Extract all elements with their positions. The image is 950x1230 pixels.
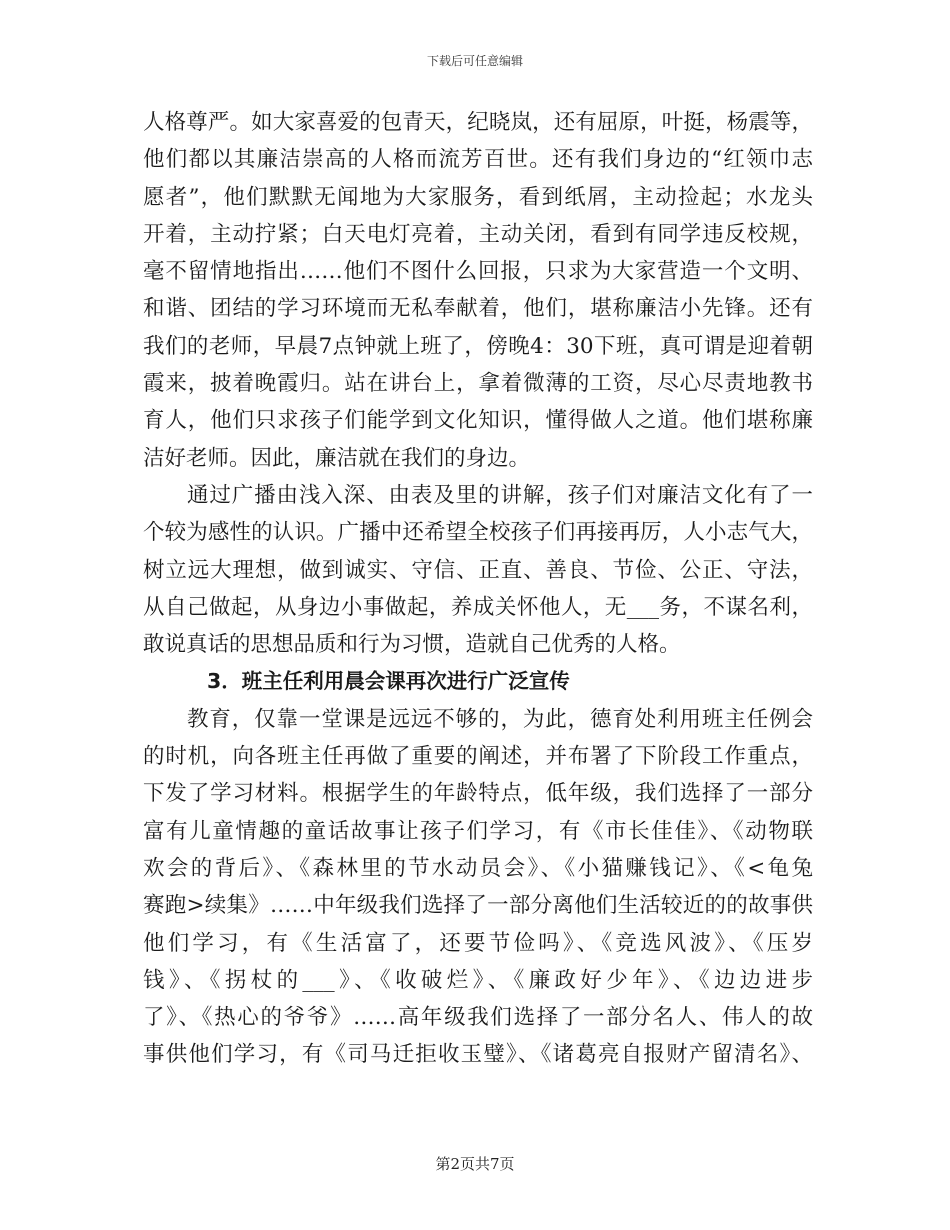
text-line: 敢说真话的思想品质和行为习惯，造就自己优秀的人格。 <box>143 632 681 658</box>
text-line: 人格尊严。如大家喜爱的包青天，纪晓岚，还有屈原，叶挺，杨震等， <box>143 110 813 135</box>
section-heading: 3．班主任利用晨会课再次进行广泛宣传 <box>207 669 570 694</box>
text-line: 开着，主动拧紧；白天电灯亮着，主动关闭，看到有同学违反校规， <box>143 221 813 247</box>
text-line: 欢会的背后》、《森林里的节水动员会》、《小猫赚钱记》、《<龟兔 <box>143 855 813 881</box>
text-line: 我们的老师，早晨7点钟就上班了，傍晚4：30下班，真可谓是迎着朝 <box>143 333 813 359</box>
text-line: 霞来，披着晚霞归。站在讲台上，拿着微薄的工资，尽心尽责地教书 <box>143 371 813 397</box>
text-line: 育人，他们只求孩子们能学到文化知识，懂得做人之道。他们堪称廉 <box>143 408 813 434</box>
text-line: 个较为感性的认识。广播中还希望全校孩子们再接再厉，人小志气大， <box>143 520 813 546</box>
text-line: 的时机，向各班主任再做了重要的阐述，并布署了下阶段工作重点， <box>143 744 813 770</box>
text-line: 事供他们学习，有《司马迁拒收玉璧》、《诸葛亮自报财产留清名》、 <box>143 1042 813 1068</box>
text-line: 钱》、《拐杖的___》、《收破烂》、《廉政好少年》、《边边进步 <box>143 967 813 993</box>
paragraph-start-line: 通过广播由浅入深、由表及里的讲解，孩子们对廉洁文化有了一 <box>187 482 813 508</box>
text-line: 他们都以其廉洁崇高的人格而流芳百世。还有我们身边的“红领巾志 <box>143 147 813 173</box>
text-line: 从自己做起，从身边小事做起，养成关怀他人，无___务，不谋名利， <box>143 594 813 620</box>
text-line: 和谐、团结的学习环境而无私奉献着，他们，堪称廉洁小先锋。还有 <box>143 296 813 322</box>
text-line: 了》、《热心的爷爷》……高年级我们选择了一部分名人、伟人的故 <box>143 1005 813 1031</box>
text-line: 洁好老师。因此，廉洁就在我们的身边。 <box>143 445 531 471</box>
text-line: 富有儿童情趣的童话故事让孩子们学习，有《市长佳佳》、《动物联 <box>143 818 813 844</box>
page-footer: 第2页共7页 <box>435 1155 515 1173</box>
text-line: 愿者”，他们默默无闻地为大家服务，看到纸屑，主动捡起；水龙头 <box>143 184 813 210</box>
text-line: 下发了学习材料。根据学生的年龄特点，低年级，我们选择了一部分 <box>143 781 813 807</box>
text-line: 他们学习，有《生活富了，还要节俭吗》、《竞选风波》、《压岁 <box>143 930 813 956</box>
document-body <box>143 104 813 1074</box>
text-line: 毫不留情地指出……他们不图什么回报，只求为大家营造一个文明、 <box>143 259 813 285</box>
text-line: 树立远大理想，做到诚实、守信、正直、善良、节俭、公正、守法， <box>143 557 813 583</box>
paragraph-start-line: 教育，仅靠一堂课是远远不够的，为此，德育处利用班主任例会 <box>187 706 813 732</box>
text-line: 赛跑>续集》……中年级我们选择了一部分离他们生活较近的的故事供 <box>143 893 813 919</box>
page-header: 下载后可任意编辑 <box>426 54 523 68</box>
